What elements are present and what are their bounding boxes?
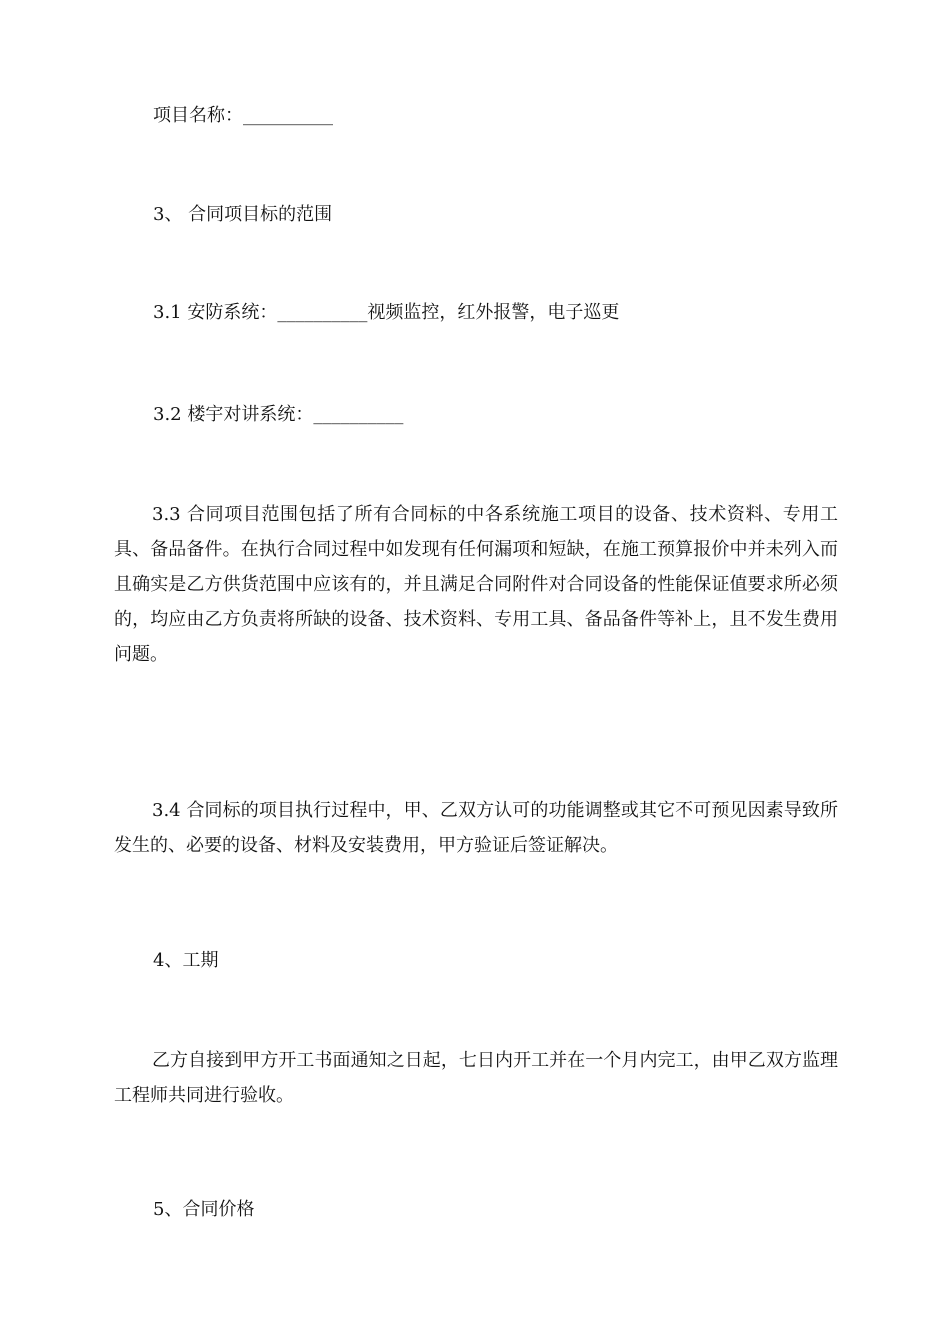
item-3-3: 3.3 合同项目范围包括了所有合同标的中各系统施工项目的设备、技术资料、专用工具、备品备件。在执行合同过程中如发现有任何漏项和短缺，在施工预算报价中并未列入而且确实是乙方供货范围中应该有的，并且满足合同附件对合同设备的性能保证值要求所必须的，均应由乙方负责将所缺的设备、技术资料、专用工具、备品备件等补上，且不发生费用问题。 — [114, 504, 838, 665]
section-4-body: 乙方自接到甲方开工书面通知之日起，七日内开工并在一个月内完工，由甲乙双方监理工程师共同进行验收。 — [114, 1050, 838, 1106]
section-4-heading: 4、工期 — [153, 950, 219, 971]
item-3-3-paragraph — [114, 497, 838, 672]
item-3-1: 3.1 安防系统：__________视频监控，红外报警，电子巡更 — [153, 302, 620, 323]
project-name-line: 项目名称：__________ — [153, 105, 333, 126]
item-3-2: 3.2 楼宇对讲系统：__________ — [153, 404, 404, 425]
section-5-heading: 5、合同价格 — [153, 1199, 255, 1220]
section-4-paragraph — [114, 1043, 838, 1113]
section-3-heading: 3、 合同项目标的范围 — [153, 204, 333, 225]
item-3-4: 3.4 合同标的项目执行过程中，甲、乙双方认可的功能调整或其它不可预见因素导致所发生的、必要的设备、材料及安装费用，甲方验证后签证解决。 — [114, 800, 838, 856]
item-3-4-paragraph — [114, 793, 838, 863]
